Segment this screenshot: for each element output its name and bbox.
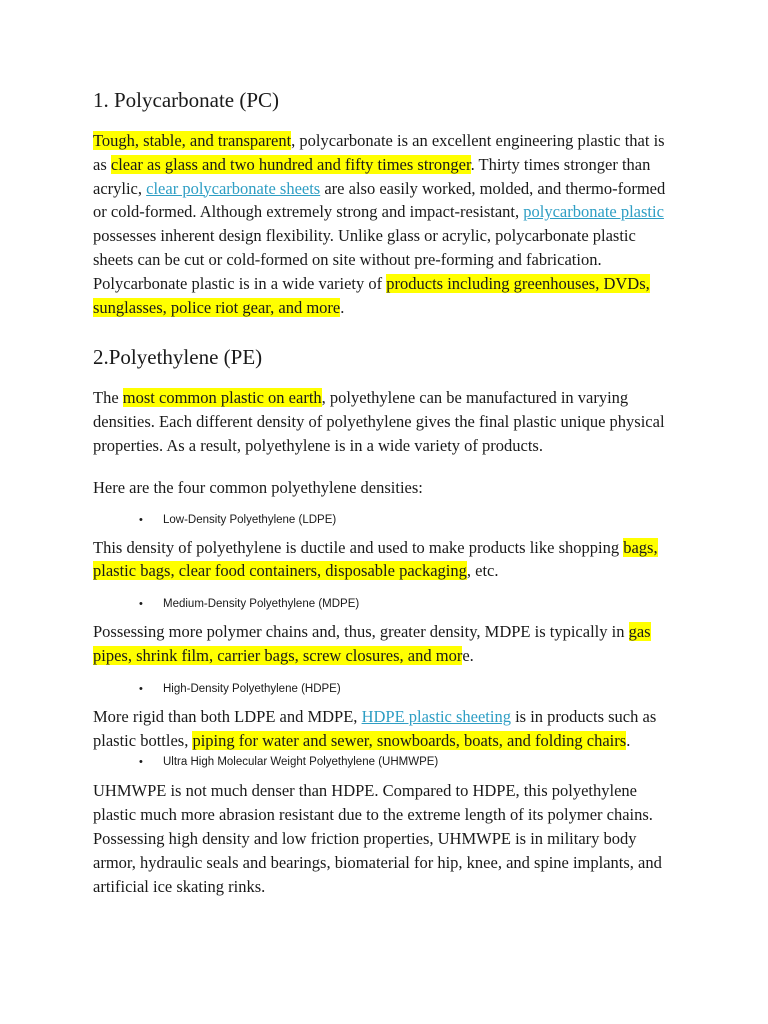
list-item-uhmwpe — [93, 754, 673, 770]
bullet-icon: • — [139, 513, 143, 526]
text-span: The — [93, 388, 123, 408]
list-item-label: Medium-Density Polyethylene (MDPE) — [163, 598, 360, 611]
polyethylene-intro-paragraph — [93, 386, 673, 457]
link-clear-polycarbonate-sheets[interactable]: clear polycarbonate sheets — [146, 178, 321, 198]
list-item-label: Low-Density Polyethylene (LDPE) — [163, 513, 337, 526]
highlight-clear-as-glass: clear as glass and two hundred and fifty times stronger — [110, 154, 471, 174]
highlight-hdpe-products: piping for water and sewer, snowboards, boats, and folding chairs — [192, 730, 627, 750]
highlight-tough-stable: Tough, stable, and transparent — [93, 131, 292, 150]
highlight-most-common: most common plastic on earth — [122, 388, 322, 408]
link-hdpe-plastic-sheeting[interactable]: HDPE plastic sheeting — [361, 706, 511, 726]
link-polycarbonate-plastic[interactable]: polycarbonate plastic — [523, 202, 664, 222]
text-span: , polyethylene can be manufactured in varying densities. Each different density of polyethylene gives the final plastic unique physical properties. As a result, polyethylene is in a wide variety of products. — [93, 388, 665, 455]
highlight-products: products including greenhouses, DVDs, sunglasses, police riot gear, and more — [93, 273, 650, 317]
heading-polyethylene: 2.Polyethylene (PE) — [93, 345, 263, 370]
text-span: Possessing more polymer chains and, thus, greater density, MDPE is typically in — [93, 622, 629, 642]
list-item-ldpe — [93, 512, 673, 528]
text-span: are also easily worked, molded, and thermo-formed or cold-formed. Although extremely strong and impact-resistant, — [93, 178, 666, 222]
text-span: . — [626, 730, 631, 750]
list-item-mdpe — [93, 596, 673, 612]
document-page — [93, 86, 673, 898]
text-span: . — [340, 297, 345, 317]
uhmwpe-paragraph: UHMWPE is not much denser than HDPE. Compared to HDPE, this polyethylene plastic much more abrasion resistant due to the extreme length of its polymer chains. Possessing high density and low friction properties, UHMWPE is in military body armor, hydraulic seals and bearings, biomaterial for hip, knee, and spine implants, and artificial ice skating rinks. — [93, 781, 662, 896]
density-list-uhmwpe — [93, 754, 673, 770]
density-list-hdpe — [93, 681, 673, 697]
text-span: , polycarbonate is an excellent engineering plastic that is as — [93, 131, 665, 174]
density-list-mdpe — [93, 596, 673, 612]
bullet-icon: • — [139, 682, 143, 695]
ldpe-paragraph — [93, 536, 673, 584]
text-span: More rigid than both LDPE and MDPE, — [93, 706, 362, 726]
text-span: , etc. — [466, 561, 499, 581]
text-span: . Thirty times stronger than acrylic, — [93, 154, 651, 198]
highlight-mdpe-products: gas pipes, shrink film, carrier bags, screw closures, and mor — [93, 622, 651, 665]
polycarbonate-paragraph — [93, 129, 673, 319]
densities-lead-paragraph: Here are the four common polyethylene densities: — [93, 477, 423, 497]
hdpe-paragraph — [93, 705, 673, 753]
bullet-icon: • — [139, 598, 143, 611]
density-list-ldpe — [93, 512, 673, 528]
list-item-label: Ultra High Molecular Weight Polyethylene (UHMWPE) — [163, 756, 439, 769]
text-span: e. — [462, 645, 474, 665]
mdpe-paragraph — [93, 620, 673, 668]
text-span: This density of polyethylene is ductile and used to make products like shopping — [93, 537, 624, 557]
highlight-ldpe-products: bags, plastic bags, clear food containers, disposable packaging — [93, 537, 658, 581]
list-item-hdpe — [93, 681, 673, 697]
text-span: possesses inherent design flexibility. Unlike glass or acrylic, polycarbonate plastic sheets can be cut or cold-formed on site without pre-forming and fabrication. Polycarbonate plastic is in a wide variety of — [93, 226, 636, 293]
heading-polycarbonate: 1. Polycarbonate (PC) — [93, 88, 280, 112]
bullet-icon: • — [139, 756, 143, 769]
text-span: is in products such as plastic bottles, — [93, 706, 657, 750]
list-item-label: High-Density Polyethylene (HDPE) — [163, 682, 341, 695]
